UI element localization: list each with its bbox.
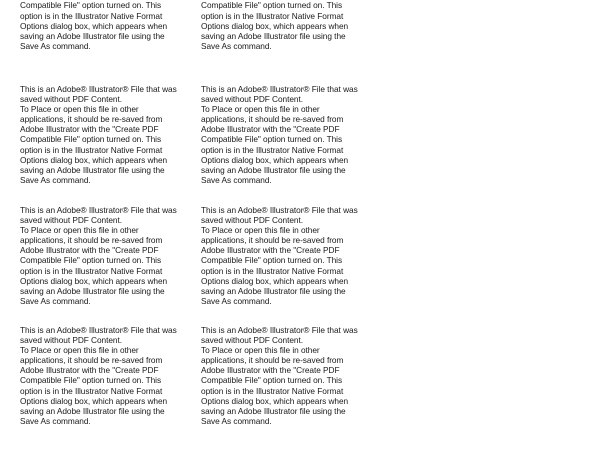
notice-line: applications, it should be re-saved from <box>201 114 344 125</box>
notice-line: Save As command. <box>201 40 272 51</box>
notice-line: To Place or open this file in other <box>201 345 320 356</box>
notice-line: saved without PDF Content. <box>201 94 304 105</box>
notice-line: Options dialog box, which appears when <box>201 395 349 406</box>
notice-block <box>20 0 190 51</box>
notice-line: Compatible File" option turned on. This <box>20 134 162 145</box>
notice-line: To Place or open this file in other <box>201 225 320 236</box>
notice-line: saving an Adobe Illustrator file using the <box>20 30 165 41</box>
notice-line: applications, it should be re-saved from <box>201 355 344 366</box>
notice-line: Save As command. <box>201 174 272 185</box>
notice-line: Compatible File" option turned on. This <box>201 134 343 145</box>
notice-line: Compatible File" option turned on. This <box>201 255 343 266</box>
notice-line: saved without PDF Content. <box>20 215 123 226</box>
notice-line: Adobe Illustrator with the "Create PDF <box>201 365 340 376</box>
notice-line: Options dialog box, which appears when <box>201 20 349 31</box>
notice-line: Save As command. <box>20 174 91 185</box>
notice-line: saving an Adobe Illustrator file using the <box>20 285 165 296</box>
notice-line: Options dialog box, which appears when <box>20 154 168 165</box>
notice-line: Adobe Illustrator with the "Create PDF <box>201 245 340 256</box>
notice-line: To Place or open this file in other <box>20 225 139 236</box>
notice-block <box>20 84 190 185</box>
notice-line: Options dialog box, which appears when <box>20 20 168 31</box>
notice-line: Adobe Illustrator with the "Create PDF <box>20 245 159 256</box>
notice-line: applications, it should be re-saved from <box>20 114 163 125</box>
notice-line: Compatible File" option turned on. This <box>20 255 162 266</box>
notice-line: applications, it should be re-saved from <box>20 355 163 366</box>
notice-line: This is an Adobe® Illustrator® File that was <box>20 205 177 215</box>
notice-line: saved without PDF Content. <box>201 215 304 226</box>
notice-line: option is in the Illustrator Native Format <box>20 385 163 396</box>
notice-line: This is an Adobe® Illustrator® File that was <box>201 205 358 215</box>
notice-line: To Place or open this file in other <box>201 104 320 115</box>
notice-line: Options dialog box, which appears when <box>201 154 349 165</box>
notice-line: Options dialog box, which appears when <box>20 275 168 286</box>
notice-block <box>201 205 371 306</box>
notice-line: applications, it should be re-saved from <box>20 235 163 246</box>
notice-line: This is an Adobe® Illustrator® File that was <box>20 84 177 94</box>
notice-line: Adobe Illustrator with the "Create PDF <box>20 124 159 135</box>
notice-line: option is in the Illustrator Native Format <box>20 144 163 155</box>
notice-line: This is an Adobe® Illustrator® File that was <box>201 84 358 94</box>
notice-line: Save As command. <box>20 40 91 51</box>
notice-line: option is in the Illustrator Native Format <box>201 385 344 396</box>
notice-line: saving an Adobe Illustrator file using the <box>201 285 346 296</box>
notice-block <box>20 325 190 426</box>
notice-line: saved without PDF Content. <box>201 335 304 346</box>
notice-line: Options dialog box, which appears when <box>20 395 168 406</box>
notice-block <box>201 0 371 51</box>
notice-block <box>20 205 190 306</box>
notice-line: saving an Adobe Illustrator file using the <box>20 405 165 416</box>
notice-line: saved without PDF Content. <box>20 94 123 105</box>
notice-line: Save As command. <box>201 295 272 306</box>
notice-line: saving an Adobe Illustrator file using the <box>201 30 346 41</box>
notice-line: applications, it should be re-saved from <box>201 235 344 246</box>
notice-line: Save As command. <box>20 295 91 306</box>
notice-line: saving an Adobe Illustrator file using the <box>201 405 346 416</box>
notice-line: This is an Adobe® Illustrator® File that was <box>20 325 177 335</box>
notice-line: saved without PDF Content. <box>20 335 123 346</box>
notice-line: saving an Adobe Illustrator file using the <box>20 164 165 175</box>
notice-line: This is an Adobe® Illustrator® File that was <box>201 325 358 335</box>
notice-line: Adobe Illustrator with the "Create PDF <box>20 365 159 376</box>
notice-line: Save As command. <box>201 415 272 426</box>
notice-block <box>201 84 371 185</box>
notice-line: Adobe Illustrator with the "Create PDF <box>201 124 340 135</box>
notice-line: option is in the Illustrator Native Format <box>201 265 344 276</box>
notice-line: Compatible File" option turned on. This <box>201 0 343 11</box>
notice-line: option is in the Illustrator Native Format <box>20 10 163 21</box>
notice-line: To Place or open this file in other <box>20 345 139 356</box>
notice-line: saving an Adobe Illustrator file using the <box>201 164 346 175</box>
notice-line: option is in the Illustrator Native Format <box>201 144 344 155</box>
notice-line: Compatible File" option turned on. This <box>20 0 162 11</box>
notice-line: To Place or open this file in other <box>20 104 139 115</box>
notice-line: option is in the Illustrator Native Format <box>201 10 344 21</box>
notice-line: option is in the Illustrator Native Format <box>20 265 163 276</box>
notice-line: Compatible File" option turned on. This <box>201 375 343 386</box>
notice-line: Save As command. <box>20 415 91 426</box>
notice-line: Compatible File" option turned on. This <box>20 375 162 386</box>
notice-line: Options dialog box, which appears when <box>201 275 349 286</box>
notice-block <box>201 325 371 426</box>
